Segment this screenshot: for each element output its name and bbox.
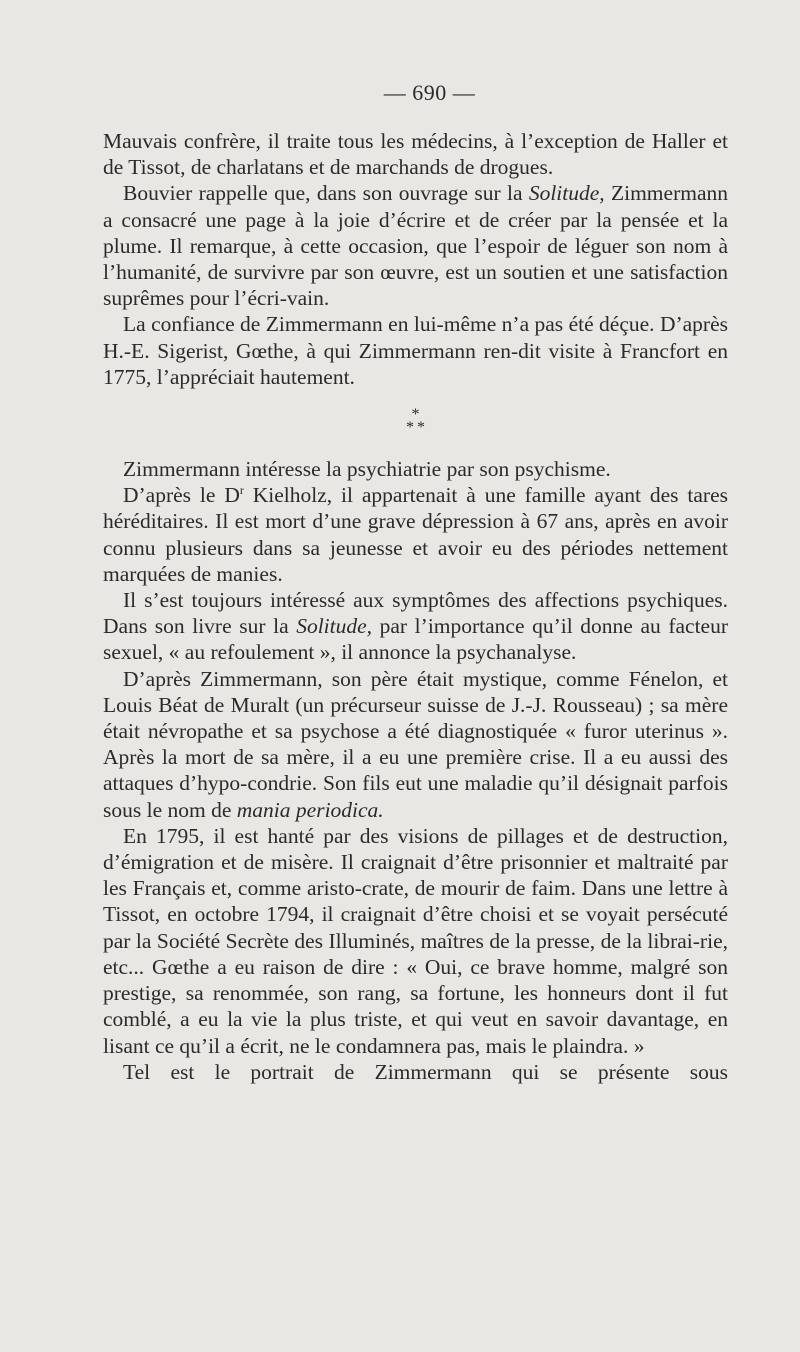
paragraph-6-text-start: Il s’est toujours intéressé aux symptômes des affections psychiques. Dans son livre sur la: [103, 588, 728, 639]
asterism-star-icon: *: [406, 419, 414, 437]
paragraph-5-text-end: Kielholz, il appartenait à une famille ayant des tares héréditaires. Il est mort d’une grave dépression à 67 ans, après en avoir connu plusieurs dans sa jeunesse et avoir eu des périodes nettement marquées de manies.: [103, 483, 728, 586]
asterism-bottom-row: [103, 419, 728, 437]
paragraph-9-text: Tel est le portrait de Zimmermann qui se présente sous: [123, 1059, 728, 1084]
paragraph-6-text-end: par l’importance qu’il donne au facteur sexuel, « au refoulement », il annonce la psychanalyse.: [103, 614, 728, 665]
paragraph-5: [103, 482, 728, 587]
paragraph-6: [103, 587, 728, 666]
term-mania-periodica: mania periodica.: [236, 797, 384, 822]
paragraph-1-text: Mauvais confrère, il traite tous les médecins, à l’exception de Haller et de Tissot, de charlatans et de marchands de drogues.: [103, 129, 728, 180]
paragraph-5-text-start: D’après le D: [123, 483, 240, 508]
paragraph-2-text-end: Zimmermann a consacré une page à la joie d’écrire et de créer par la pensée et la plume. Il remarque, à cette occasion, que l’espoir de léguer son nom à l’humanité, de survivre par son œuvre, est un soutien et une satisfaction suprêmes pour l’écri-vain.: [103, 181, 728, 311]
paragraph-9: [103, 1059, 728, 1085]
paragraph-8: [103, 823, 728, 1059]
paragraph-8-text: En 1795, il est hanté par des visions de pillages et de destruction, d’émigration et de misère. Il craignait d’être prisonnier et maltraité par les Français et, comme aristo-crate, de mourir de faim. Dans une lettre à Tissot, en octobre 1794, il craignait d’être choisi et se voyait persécuté par la Société Secrète des Illuminés, maîtres de la presse, de la librai-rie, etc... Gœthe a eu raison de dire : « Oui, ce brave homme, malgré son prestige, sa renommée, son rang, sa fortune, les honneurs dont il fut comblé, a eu la vie la plus triste, et qui veut en savoir davantage, en lisant ce qu’il a écrit, ne le condamnera pas, mais le plaindra. »: [103, 823, 728, 1058]
book-title-solitude: Solitude,: [528, 181, 605, 206]
paragraph-4: [103, 456, 728, 482]
page-number: — 690 —: [383, 80, 476, 105]
doctor-abbreviation-superscript: r: [239, 483, 244, 498]
paragraph-2-text-start: Bouvier rappelle que, dans son ouvrage sur la: [123, 181, 529, 206]
book-title-solitude: Solitude,: [296, 614, 373, 639]
asterism-star-icon: *: [411, 406, 420, 424]
paragraph-4-text: Zimmermann intéresse la psychiatrie par son psychisme.: [123, 457, 611, 482]
paragraph-7: [103, 666, 728, 823]
paragraph-2: [103, 180, 728, 311]
paragraph-1: [103, 128, 728, 180]
paragraph-7-text-start: D’après Zimmermann, son père était mystique, comme Fénelon, et Louis Béat de Muralt (un précurseur suisse de J.-J. Rousseau) ; sa mère était névropathe et sa psychose a été diagnostiquée « furor uterinus ». Après la mort de sa mère, il a eu une première crise. Il a eu aussi des attaques d’hypo-condrie. Son fils eut une maladie qu’il désignait parfois sous le nom de: [103, 666, 728, 822]
asterism-top-row: [103, 406, 728, 424]
asterism-star-icon: *: [417, 419, 425, 437]
paragraph-3: [103, 311, 728, 390]
paragraph-3-text: La confiance de Zimmermann en lui-même n’a pas été déçue. D’après H.-E. Sigerist, Gœthe, à qui Zimmermann ren-dit visite à Francfort en 1775, l’appréciait hautement.: [103, 312, 728, 389]
section-asterism: [103, 406, 728, 437]
